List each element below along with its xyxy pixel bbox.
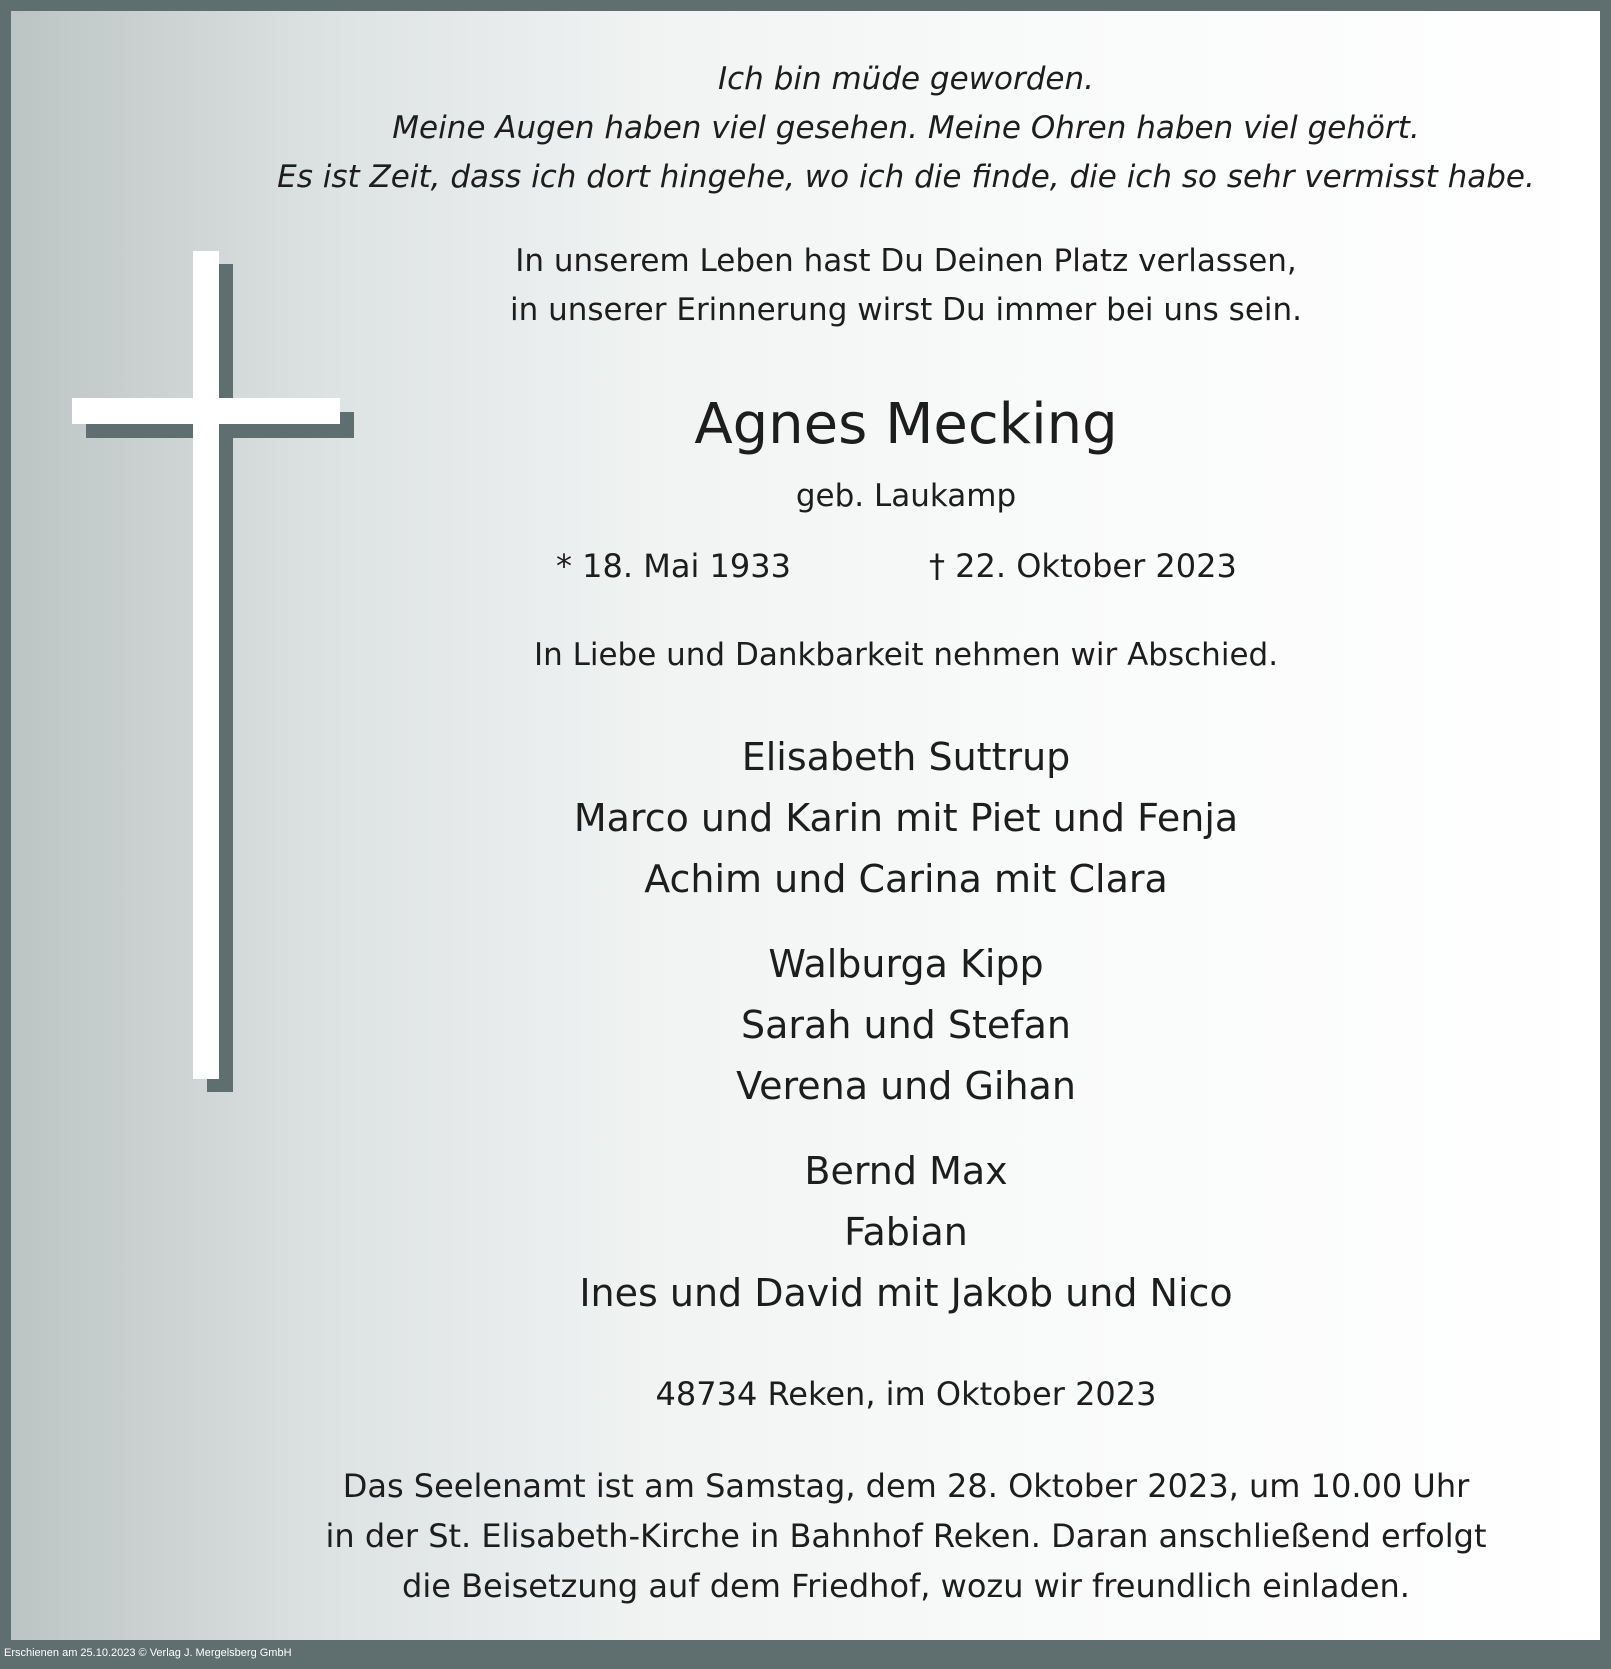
service-line: Das Seelenamt ist am Samstag, dem 28. Oktober 2023, um 10.00 Uhr bbox=[342, 1467, 1470, 1505]
mourner-line: Sarah und Stefan bbox=[741, 1003, 1071, 1047]
maiden-name: geb. Laukamp bbox=[795, 478, 1017, 514]
mourner-line: Verena und Gihan bbox=[736, 1064, 1076, 1108]
obituary-notice bbox=[11, 11, 1600, 1640]
publication-footer: Erschienen am 25.10.2023 © Verlag J. Mergelsberg GmbH bbox=[4, 1647, 292, 1659]
mourner-line: Elisabeth Suttrup bbox=[741, 735, 1071, 779]
service-line: in der St. Elisabeth-Kirche in Bahnhof Reken. Daran anschließend erfolgt bbox=[325, 1517, 1487, 1555]
mourner-line: Bernd Max bbox=[804, 1149, 1008, 1193]
death-date: † 22. Oktober 2023 bbox=[929, 547, 1237, 585]
verse-line: in unserer Erinnerung wirst Du immer bei uns sein. bbox=[509, 292, 1303, 328]
mourner-line: Walburga Kipp bbox=[768, 942, 1044, 986]
service-line: die Beisetzung auf dem Friedhof, wozu wir freundlich einladen. bbox=[402, 1567, 1410, 1605]
poem-line: Ich bin müde geworden. bbox=[718, 61, 1094, 97]
place-date: 48734 Reken, im Oktober 2023 bbox=[655, 1375, 1157, 1413]
deceased-name: Agnes Mecking bbox=[694, 392, 1118, 457]
poem-line: Meine Augen haben viel gesehen. Meine Ohren haben viel gehört. bbox=[392, 110, 1420, 146]
verse-line: In unserem Leben hast Du Deinen Platz verlassen, bbox=[515, 243, 1297, 279]
mourner-line: Ines und David mit Jakob und Nico bbox=[579, 1271, 1233, 1315]
mourner-line: Marco und Karin mit Piet und Fenja bbox=[573, 796, 1239, 840]
mourner-line: Achim und Carina mit Clara bbox=[644, 857, 1168, 901]
farewell-text: In Liebe und Dankbarkeit nehmen wir Abschied. bbox=[533, 637, 1279, 673]
poem-line: Es ist Zeit, dass ich dort hingehe, wo ich die finde, die ich so sehr vermisst habe. bbox=[277, 159, 1535, 195]
mourner-line: Fabian bbox=[844, 1210, 968, 1254]
birth-date: * 18. Mai 1933 bbox=[556, 547, 791, 585]
